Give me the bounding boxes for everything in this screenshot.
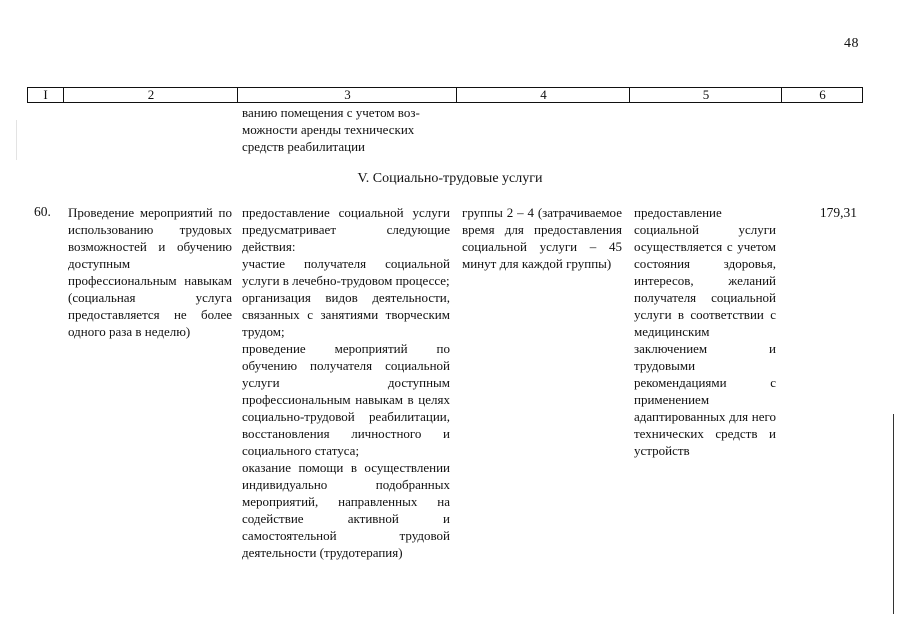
table-header-row — [27, 87, 863, 103]
continued-line: можности аренды технических — [242, 122, 415, 137]
header-col-6: 6 — [781, 88, 863, 102]
service-description-cell — [242, 204, 450, 561]
header-col-3: 3 — [237, 88, 457, 102]
header-col-4: 4 — [456, 88, 630, 102]
description-item: участие получателя социальной услуги в лечебно-трудовом процессе; — [242, 256, 450, 288]
page-number: 48 — [844, 36, 859, 51]
conditions-cell: предоставление социальной услуги осуществляется с учетом состояния здоровья, интересов, желаний получателя социальной услуги в соответствии с медицинским заключением и трудовыми рекомендациями с применением адаптированных для него технических средств и устройств — [634, 205, 776, 458]
header-col-1: I — [43, 87, 48, 102]
service-name-cell: Проведение мероприятий по использованию трудовых возможностей и обучению доступным профессиональным навыкам (социальная услуга предоставляется не более одного раза в неделю) — [68, 205, 232, 339]
continued-text — [242, 104, 450, 155]
header-col-5: 5 — [629, 88, 782, 102]
description-item: предоставление социальной услуги предусматривает следующие действия: — [242, 205, 450, 254]
scan-artifact-right — [893, 414, 894, 614]
section-title: V. Социально-трудовые услуги — [357, 171, 543, 186]
tariff-cell: 179,31 — [819, 205, 857, 220]
description-item: проведение мероприятий по обучению получателя социальной услуги доступным профессиональным навыкам в целях социально-трудовой реабилитации, восстановления личностного и социального статуса; — [242, 341, 450, 458]
continued-line: средств реабилитации — [242, 139, 366, 154]
row-number: 60. — [34, 204, 51, 219]
description-item: организация видов деятельности, связанных с занятиями творческим трудом; — [242, 290, 450, 339]
continued-line: ванию помещения с учетом воз- — [242, 105, 420, 120]
scan-artifact-left — [16, 120, 17, 160]
description-item: оказание помощи в осуществлении индивидуально подобранных мероприятий, направленных на содействие активной и самостоятельной трудовой деятельности (трудотерапия) — [242, 460, 450, 560]
header-col-2: 2 — [63, 88, 238, 102]
time-norm-cell: группы 2 – 4 (затрачиваемое время для предоставления социальной услуги – 45 минут для каждой группы) — [462, 205, 622, 271]
